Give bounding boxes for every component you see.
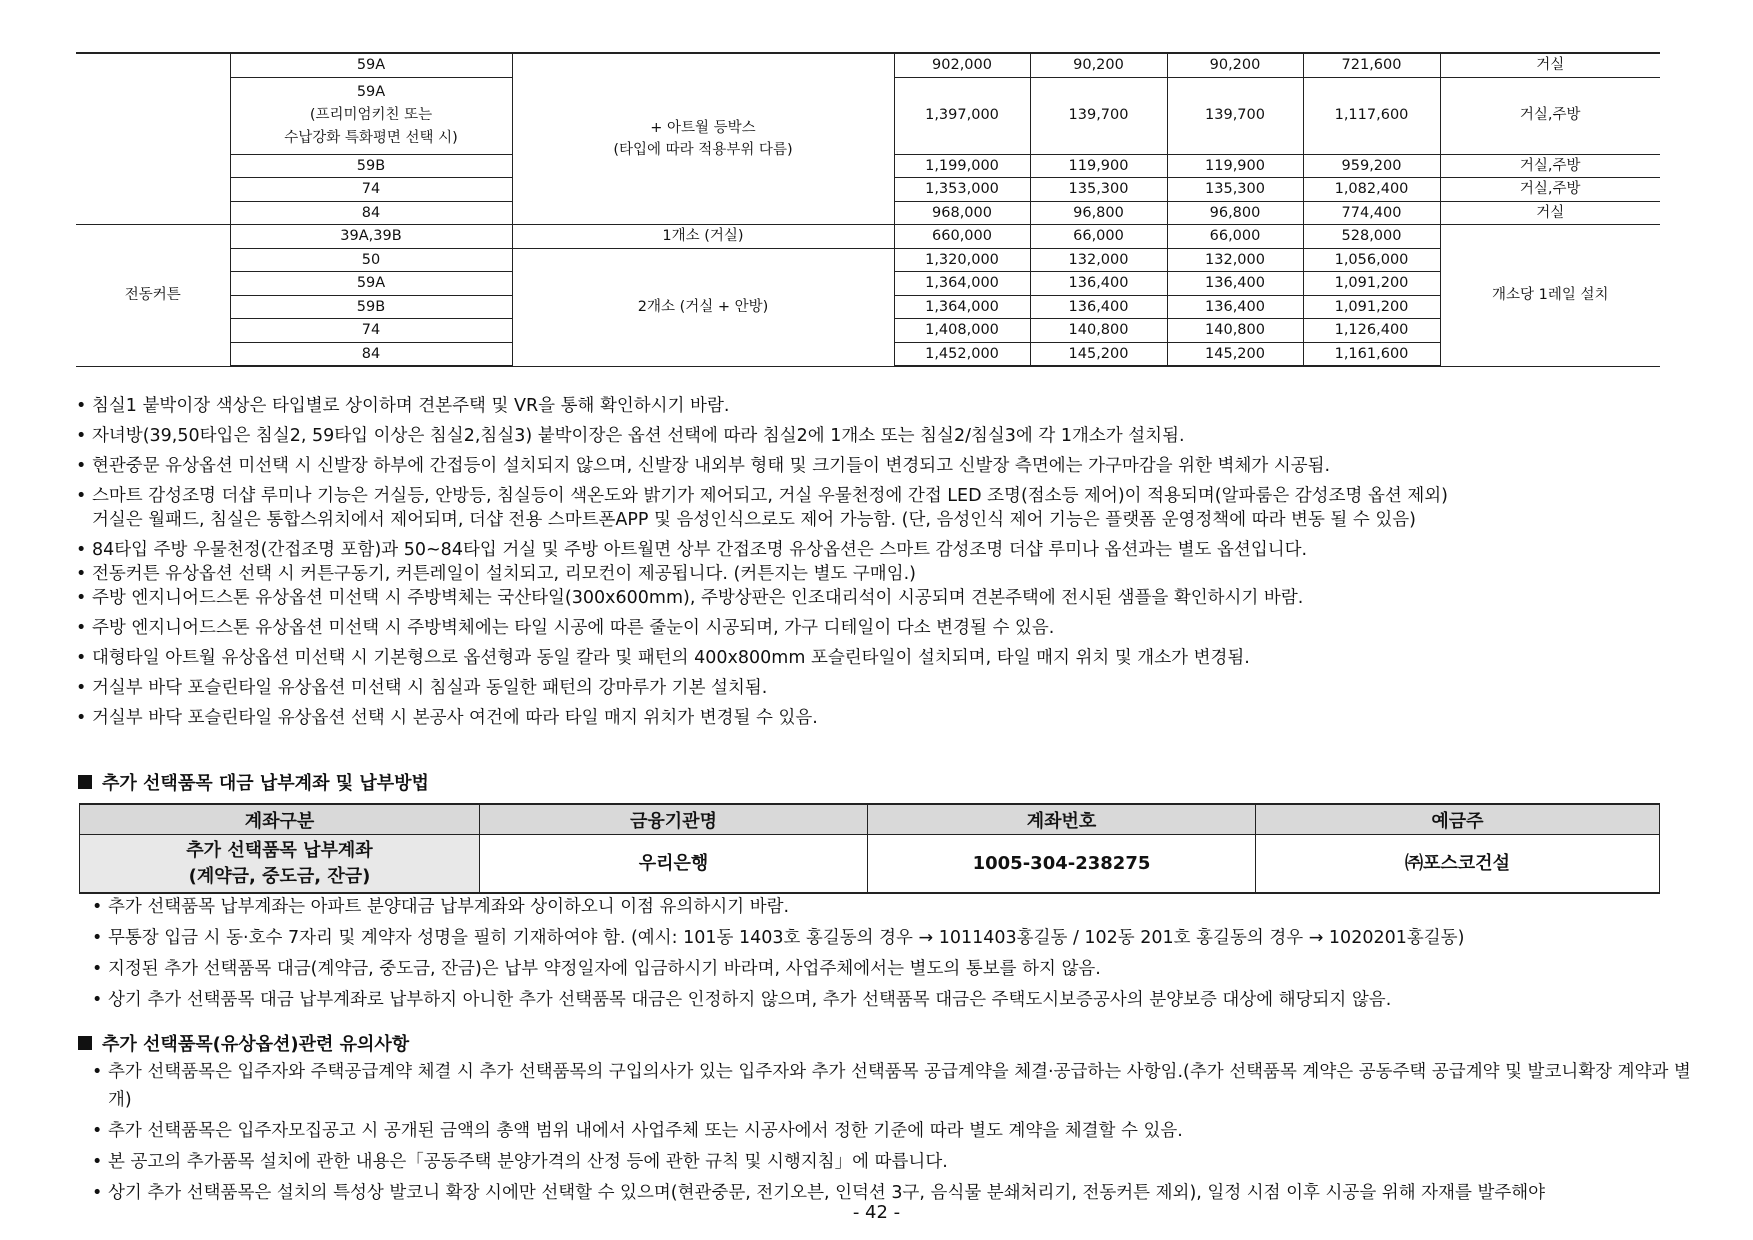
price-cell: 136,400 [1167,272,1303,296]
price-cell: 1,091,200 [1303,272,1440,296]
price-cell: 1,397,000 [894,77,1030,154]
type-cell: 39A,39B [230,225,512,249]
price-cell: 90,200 [1030,53,1167,77]
section-title: 추가 선택품목(유상옵션)관련 유의사항 [102,1034,410,1055]
bank-name-cell: 우리은행 [480,835,868,894]
option-price-table [76,52,1660,367]
price-cell: 119,900 [1030,154,1167,178]
price-cell: 1,452,000 [894,342,1030,366]
price-cell: 1,364,000 [894,272,1030,296]
price-cell: 660,000 [894,225,1030,249]
price-cell: 136,400 [1167,295,1303,319]
price-cell: 145,200 [1030,342,1167,366]
price-cell: 959,200 [1303,154,1440,178]
section-title: 추가 선택품목 대금 납부계좌 및 납부방법 [102,773,429,794]
square-bullet-icon [78,775,92,789]
list-item: • 현관중문 유상옵션 미선택 시 신발장 하부에 간접등이 설치되지 않으며, 신발장 내외부 형태 및 크기들이 변경되고 신발장 측면에는 가구마감을 위한 벽체가 시공됨. [76,454,1448,478]
price-cell: 139,700 [1167,77,1303,154]
notes-list-options [76,394,1448,736]
table-header: 계좌번호 [868,804,1256,835]
type-cell: 50 [230,248,512,272]
section-heading-cautions [78,1030,409,1056]
notes-list-cautions [92,1058,1698,1210]
page-number: - 42 - [852,1202,901,1223]
list-item: • 추가 선택품목은 입주자와 주택공급계약 체결 시 추가 선택품목의 구입의사가 있는 입주자와 추가 선택품목 공급계약을 체결·공급하는 사항임.(추가 선택품목 계약은 공동주택 공급계약 및 발코니확장 계약과 별개) [92,1058,1698,1114]
price-cell: 132,000 [1030,248,1167,272]
type-cell: 59A [230,53,512,77]
list-item: • 상기 추가 선택품목은 설치의 특성상 발코니 확장 시에만 선택할 수 있으며(현관중문, 전기오븐, 인덕션 3구, 음식물 분쇄처리기, 전동커튼 제외), 일정 시점 이후 시공을 위해 자재를 발주해야 [92,1179,1698,1207]
square-bullet-icon [78,1036,92,1050]
price-cell: 119,900 [1167,154,1303,178]
location-cell: 거실 [1440,201,1660,225]
list-item: • 주방 엔지니어드스톤 유상옵션 미선택 시 주방벽체에는 타일 시공에 따른 줄눈이 시공되며, 가구 디테일이 다소 변경될 수 있음. [76,616,1448,640]
list-item-continuation: 거실은 월패드, 침실은 통합스위치에서 제어되며, 더샵 전용 스마트폰APP 및 음성인식으로도 제어 가능함. (단, 음성인식 제어 기능은 플랫폼 운영정책에 따라 변동 될 수 있음) [92,510,1416,530]
list-item: • 추가 선택품목은 입주자모집공고 시 공개된 금액의 총액 범위 내에서 사업주체 또는 시공사에서 정한 기준에 따라 별도 계약을 체결할 수 있음. [92,1117,1698,1145]
description-cell: + 아트월 등박스 (타입에 따라 적용부위 다름) [512,53,894,225]
price-cell: 902,000 [894,53,1030,77]
list-item: • 대형타일 아트월 유상옵션 미선택 시 기본형으로 옵션형과 동일 칼라 및 패턴의 400x800mm 포슬린타일이 설치되며, 타일 매지 위치 및 개소가 변경됨. [76,646,1448,670]
list-item: • 자녀방(39,50타입은 침실2, 59타입 이상은 침실2,침실3) 붙박이장은 옵션 선택에 따라 침실2에 1개소 또는 침실2/침실3에 각 1개소가 설치됨. [76,424,1448,448]
list-item: • 주방 엔지니어드스톤 유상옵션 미선택 시 주방벽체는 국산타일(300x600mm), 주방상판은 인조대리석이 시공되며 견본주택에 전시된 샘플을 확인하시기 바람. [76,586,1448,610]
table-row [76,225,1660,249]
price-cell: 66,000 [1030,225,1167,249]
description-cell: 1개소 (거실) [512,225,894,249]
list-item: • 추가 선택품목 납부계좌는 아파트 분양대금 납부계좌와 상이하오니 이점 유의하시기 바람. [92,893,1464,921]
table-row [76,248,1660,272]
location-cell: 개소당 1레일 설치 [1440,225,1660,367]
type-cell: 84 [230,201,512,225]
price-cell: 1,199,000 [894,154,1030,178]
price-cell: 721,600 [1303,53,1440,77]
price-cell: 135,300 [1167,178,1303,202]
account-kind-line2: (계약금, 중도금, 잔금) [188,865,371,887]
list-item: • 침실1 붙박이장 색상은 타입별로 상이하며 견본주택 및 VR을 통해 확인하시기 바람. [76,394,1448,418]
price-cell: 136,400 [1030,272,1167,296]
account-kind-cell [80,835,480,894]
location-cell: 거실,주방 [1440,154,1660,178]
price-cell: 140,800 [1167,319,1303,343]
price-cell: 774,400 [1303,201,1440,225]
list-item: • 84타입 주방 우물천정(간접조명 포함)과 50~84타입 거실 및 주방 아트월면 상부 간접조명 유상옵션은 스마트 감성조명 더샵 루미나 옵션과는 별도 옵션입니다. [76,538,1448,562]
price-cell: 90,200 [1167,53,1303,77]
location-cell: 거실 [1440,53,1660,77]
price-cell: 145,200 [1167,342,1303,366]
account-kind-line1: 추가 선택품목 납부계좌 [186,839,373,861]
table-row [76,53,1660,77]
price-cell: 1,117,600 [1303,77,1440,154]
account-holder-cell: ㈜포스코건설 [1256,835,1660,894]
list-item: • 지정된 추가 선택품목 대금(계약금, 중도금, 잔금)은 납부 약정일자에 입금하시기 바라며, 사업주체에서는 별도의 통보를 하지 않음. [92,955,1464,983]
notes-list-payment [92,893,1464,1017]
location-cell: 거실,주방 [1440,178,1660,202]
price-cell: 528,000 [1303,225,1440,249]
list-item: • 거실부 바닥 포슬린타일 유상옵션 미선택 시 침실과 동일한 패턴의 강마루가 기본 설치됨. [76,676,1448,700]
price-cell: 1,056,000 [1303,248,1440,272]
table-header: 계좌구분 [80,804,480,835]
price-cell: 132,000 [1167,248,1303,272]
type-cell: 59B [230,154,512,178]
price-cell: 66,000 [1167,225,1303,249]
location-cell: 거실,주방 [1440,77,1660,154]
price-cell: 136,400 [1030,295,1167,319]
list-item: • 본 공고의 추가품목 설치에 관한 내용은「공동주택 분양가격의 산정 등에 관한 규칙 및 시행지침」에 따릅니다. [92,1148,1698,1176]
section-heading-payment [78,769,429,795]
price-cell: 96,800 [1167,201,1303,225]
price-cell: 96,800 [1030,201,1167,225]
type-cell: 59A (프리미엄키친 또는 수납강화 특화평면 선택 시) [230,77,512,154]
list-item: • 상기 추가 선택품목 대금 납부계좌로 납부하지 아니한 추가 선택품목 대금은 인정하지 않으며, 추가 선택품목 대금은 주택도시보증공사의 분양보증 대상에 해당되지 않음. [92,986,1464,1014]
price-cell: 1,353,000 [894,178,1030,202]
price-cell: 1,161,600 [1303,342,1440,366]
list-item: • 전동커튼 유상옵션 선택 시 커튼구동기, 커튼레일이 설치되고, 리모컨이 제공됩니다. (커튼지는 별도 구매임.) [76,562,1448,586]
item-cell [76,53,230,225]
type-cell: 74 [230,178,512,202]
price-cell: 1,126,400 [1303,319,1440,343]
account-number-cell: 1005-304-238275 [868,835,1256,894]
price-cell: 1,091,200 [1303,295,1440,319]
type-cell: 74 [230,319,512,343]
price-cell: 1,408,000 [894,319,1030,343]
price-cell: 139,700 [1030,77,1167,154]
price-cell: 968,000 [894,201,1030,225]
table-header: 예금주 [1256,804,1660,835]
price-cell: 1,082,400 [1303,178,1440,202]
list-item: • 거실부 바닥 포슬린타일 유상옵션 선택 시 본공사 여건에 따라 타일 매지 위치가 변경될 수 있음. [76,706,1448,730]
list-item: • 스마트 감성조명 더샵 루미나 기능은 거실등, 안방등, 침실등이 색온도와 밝기가 제어되고, 거실 우물천정에 간접 LED 조명(점소등 제어)이 적용되며(알파룸은 감성조명 옵션 제외) [76,484,1448,508]
price-cell: 140,800 [1030,319,1167,343]
type-cell: 59A [230,272,512,296]
price-cell: 1,364,000 [894,295,1030,319]
item-cell: 전동커튼 [76,225,230,367]
price-cell: 1,320,000 [894,248,1030,272]
description-cell: 2개소 (거실 + 안방) [512,248,894,366]
payment-account-table [79,803,1660,894]
table-header: 금융기관명 [480,804,868,835]
type-cell: 59B [230,295,512,319]
price-cell: 135,300 [1030,178,1167,202]
list-item: • 무통장 입금 시 동·호수 7자리 및 계약자 성명을 필히 기재하여야 함. (예시: 101동 1403호 홍길동의 경우 → 1011403홍길동 / 102동 201호 홍길동의 경우 → 1020201홍길동) [92,924,1464,952]
type-cell: 84 [230,342,512,366]
